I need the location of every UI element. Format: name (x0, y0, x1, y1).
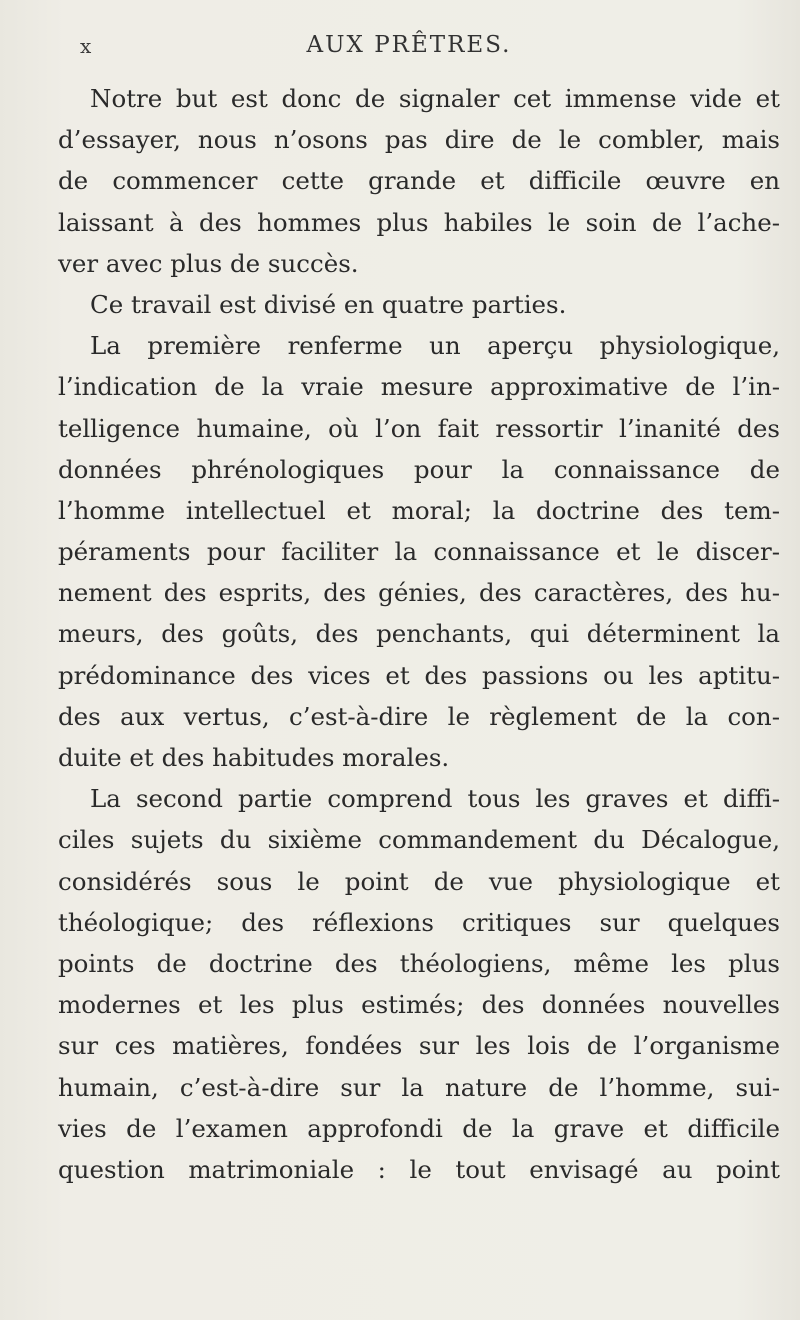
text-line: points de doctrine des théologiens, même les plus (58, 948, 780, 978)
text-line: telligence humaine, où l’on fait ressortir l’inanité des (58, 413, 780, 443)
text-line: péraments pour faciliter la connaissance et le discer- (58, 537, 780, 567)
text-line: laissant à des hommes plus habiles le soin de l’ache- (58, 207, 780, 237)
text-line: des aux vertus, c’est-à-dire le règlement de la con- (58, 701, 780, 731)
text-line: ciles sujets du sixième commandement du Décalogue, (58, 825, 780, 855)
text-line: meurs, des goûts, des penchants, qui déterminent la (58, 619, 780, 649)
text-line: ver avec plus de succès. (58, 248, 359, 278)
body-text (58, 78, 780, 1190)
text-line: sur ces matières, fondées sur les lois de l’organisme (58, 1031, 780, 1061)
text-line: l’homme intellectuel et moral; la doctrine des tem- (58, 495, 780, 525)
page-header (58, 32, 760, 68)
text-line: La première renferme un aperçu physiologique, (90, 331, 780, 361)
text-line: humain, c’est-à-dire sur la nature de l’homme, sui- (58, 1072, 780, 1102)
text-line: nement des esprits, des génies, des caractères, des hu- (58, 578, 780, 608)
text-line: considérés sous le point de vue physiologique et (58, 866, 780, 896)
text-line: Ce travail est divisé en quatre parties. (90, 289, 567, 319)
text-line: prédominance des vices et des passions ou les aptitu- (58, 660, 780, 690)
text-line: de commencer cette grande et difficile œuvre en (58, 166, 780, 196)
text-line: modernes et les plus estimés; des données nouvelles (58, 990, 780, 1020)
running-title: AUX PRÊTRES. (306, 32, 512, 58)
text-line: d’essayer, nous n’osons pas dire de le combler, mais (58, 125, 780, 155)
text-line: question matrimoniale : le tout envisagé au point (58, 1154, 780, 1184)
page-number: x (80, 34, 93, 58)
text-line: Notre but est donc de signaler cet immense vide et (90, 84, 780, 113)
text-line: vies de l’examen approfondi de la grave et difficile (58, 1113, 780, 1143)
text-line: théologique; des réflexions critiques sur quelques (58, 907, 780, 937)
text-line: l’indication de la vraie mesure approximative de l’in- (58, 372, 780, 402)
text-line: La second partie comprend tous les graves et diffi- (90, 784, 780, 814)
text-line: données phrénologiques pour la connaissance de (58, 454, 780, 484)
text-line: duite et des habitudes morales. (58, 743, 450, 772)
